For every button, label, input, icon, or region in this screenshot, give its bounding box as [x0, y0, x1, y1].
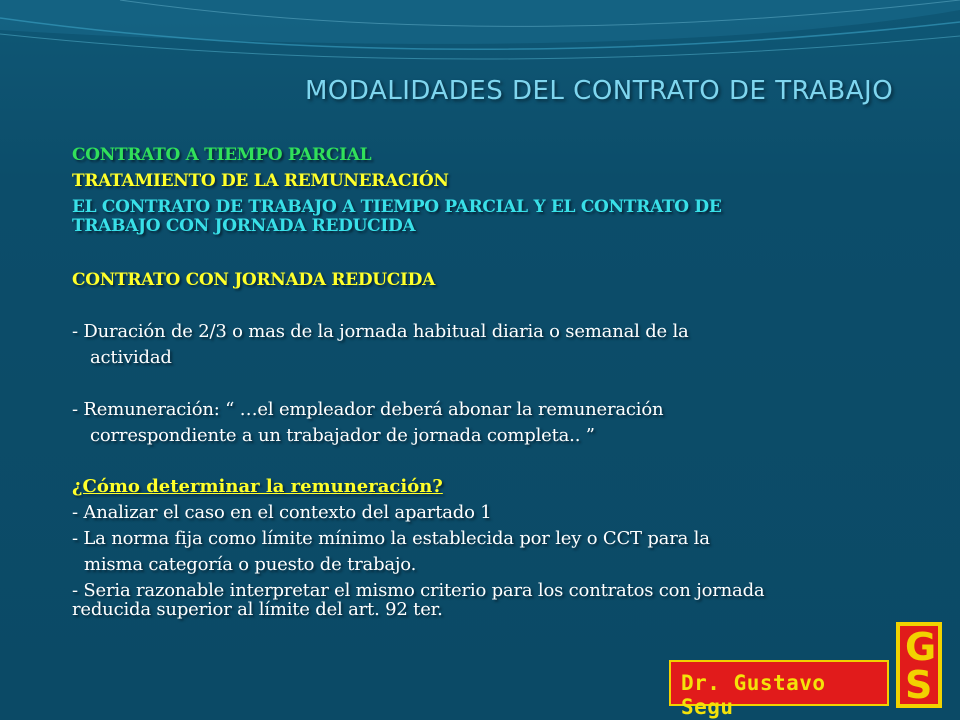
author-name-logo — [669, 660, 889, 719]
heading-tratamiento-remuneracion: TRATAMIENTO DE LA REMUNERACIÓN — [72, 171, 449, 191]
heading-jornada-reducida: CONTRATO CON JORNADA REDUCIDA — [72, 270, 436, 290]
gs-logo-g: G — [905, 625, 937, 669]
bullet-remuneracion-line2: correspondiente a un trabajador de jornada completa.. ” — [90, 425, 595, 446]
answer-norma-line1: - La norma fija como límite mínimo la establecida por ley o CCT para la — [72, 528, 710, 549]
gs-logo — [896, 622, 942, 708]
bullet-duracion-line1: - Duración de 2/3 o mas de la jornada habitual diaria o semanal de la — [72, 321, 689, 342]
gs-logo-s: S — [905, 663, 933, 707]
author-name: Dr. Gustavo Segu — [681, 671, 826, 719]
heading-contrato-comparacion-line1: EL CONTRATO DE TRABAJO A TIEMPO PARCIAL Y EL CONTRATO DE — [72, 197, 722, 217]
answer-analizar: - Analizar el caso en el contexto del apartado 1 — [72, 502, 492, 523]
slide-title: MODALIDADES DEL CONTRATO DE TRABAJO — [305, 76, 894, 106]
bullet-duracion-line2: actividad — [90, 347, 172, 368]
heading-contrato-tiempo-parcial: CONTRATO A TIEMPO PARCIAL — [72, 145, 372, 165]
heading-contrato-comparacion-line2: TRABAJO CON JORNADA REDUCIDA — [72, 216, 416, 236]
bullet-remuneracion-line1: - Remuneración: “ …el empleador deberá abonar la remuneración — [72, 399, 664, 420]
answer-seria-line1: - Seria razonable interpretar el mismo criterio para los contratos con jornada — [72, 580, 765, 601]
answer-seria-line2: reducida superior al límite del art. 92 ter. — [72, 599, 443, 620]
answer-norma-line2: misma categoría o puesto de trabajo. — [84, 554, 417, 575]
question-como-determinar: ¿Cómo determinar la remuneración? — [72, 476, 443, 497]
